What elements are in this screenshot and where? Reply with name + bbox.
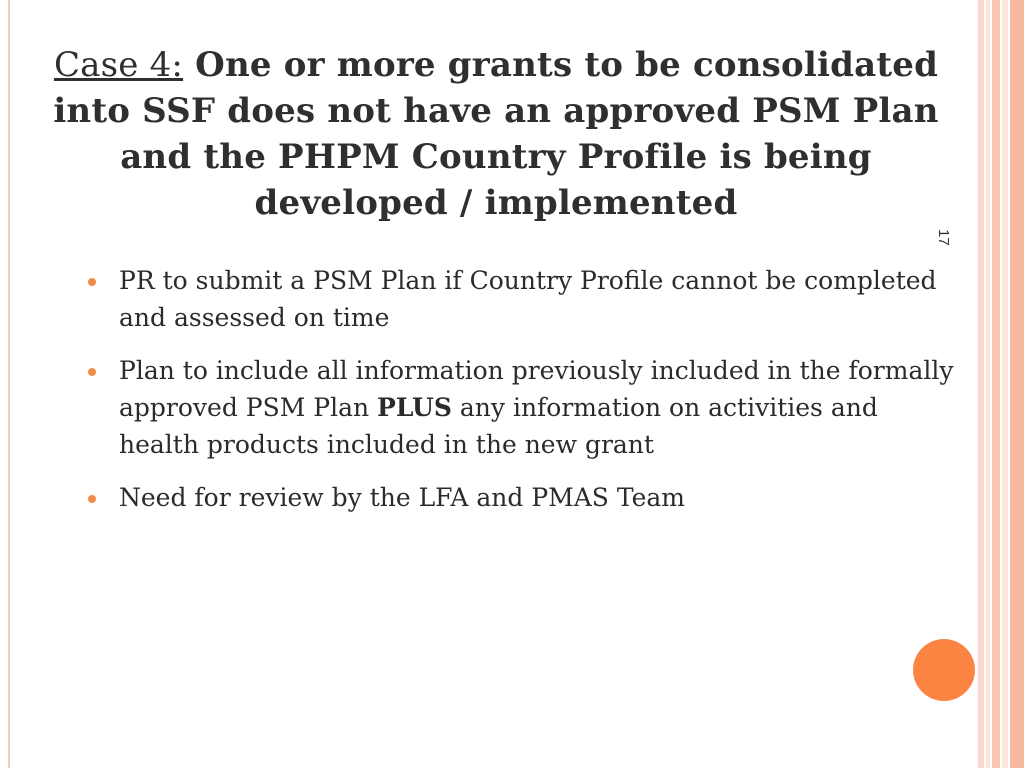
bullet-dot-icon: [88, 278, 96, 286]
decorative-stripe: [1002, 0, 1008, 768]
bullet-dot-icon: [88, 495, 96, 503]
bullet-item: [88, 262, 958, 336]
decorative-stripe: [986, 0, 990, 768]
case-label: Case 4:: [53, 45, 184, 85]
bullet-list: [88, 262, 958, 532]
bullet-text: Need for review by the LFA and PMAS Team: [119, 483, 686, 512]
decorative-stripe: [992, 0, 1000, 768]
decorative-stripe: [978, 0, 984, 768]
bullet-item: [88, 352, 958, 463]
bullet-dot-icon: [88, 368, 96, 376]
bullet-text-after: any information on activities and health products included in the new grant: [119, 393, 878, 459]
title-text: One or more grants to be consolidated into SSF does not have an approved PSM Plan and the PHPM Country Profile is being developed / implemented: [53, 45, 939, 223]
bullet-text-bold: PLUS: [377, 393, 452, 422]
bullet-item: [88, 479, 958, 516]
page-number: 17: [935, 229, 952, 246]
bullet-text-before: Plan to include all information previously included in the formally approved PSM Plan: [119, 356, 954, 422]
bullet-text: PR to submit a PSM Plan if Country Profile cannot be completed and assessed on time: [119, 266, 937, 332]
decorative-stripe: [1010, 0, 1024, 768]
slide-title: [24, 42, 968, 226]
decorative-circle: [913, 639, 975, 701]
left-border-line: [8, 0, 10, 768]
